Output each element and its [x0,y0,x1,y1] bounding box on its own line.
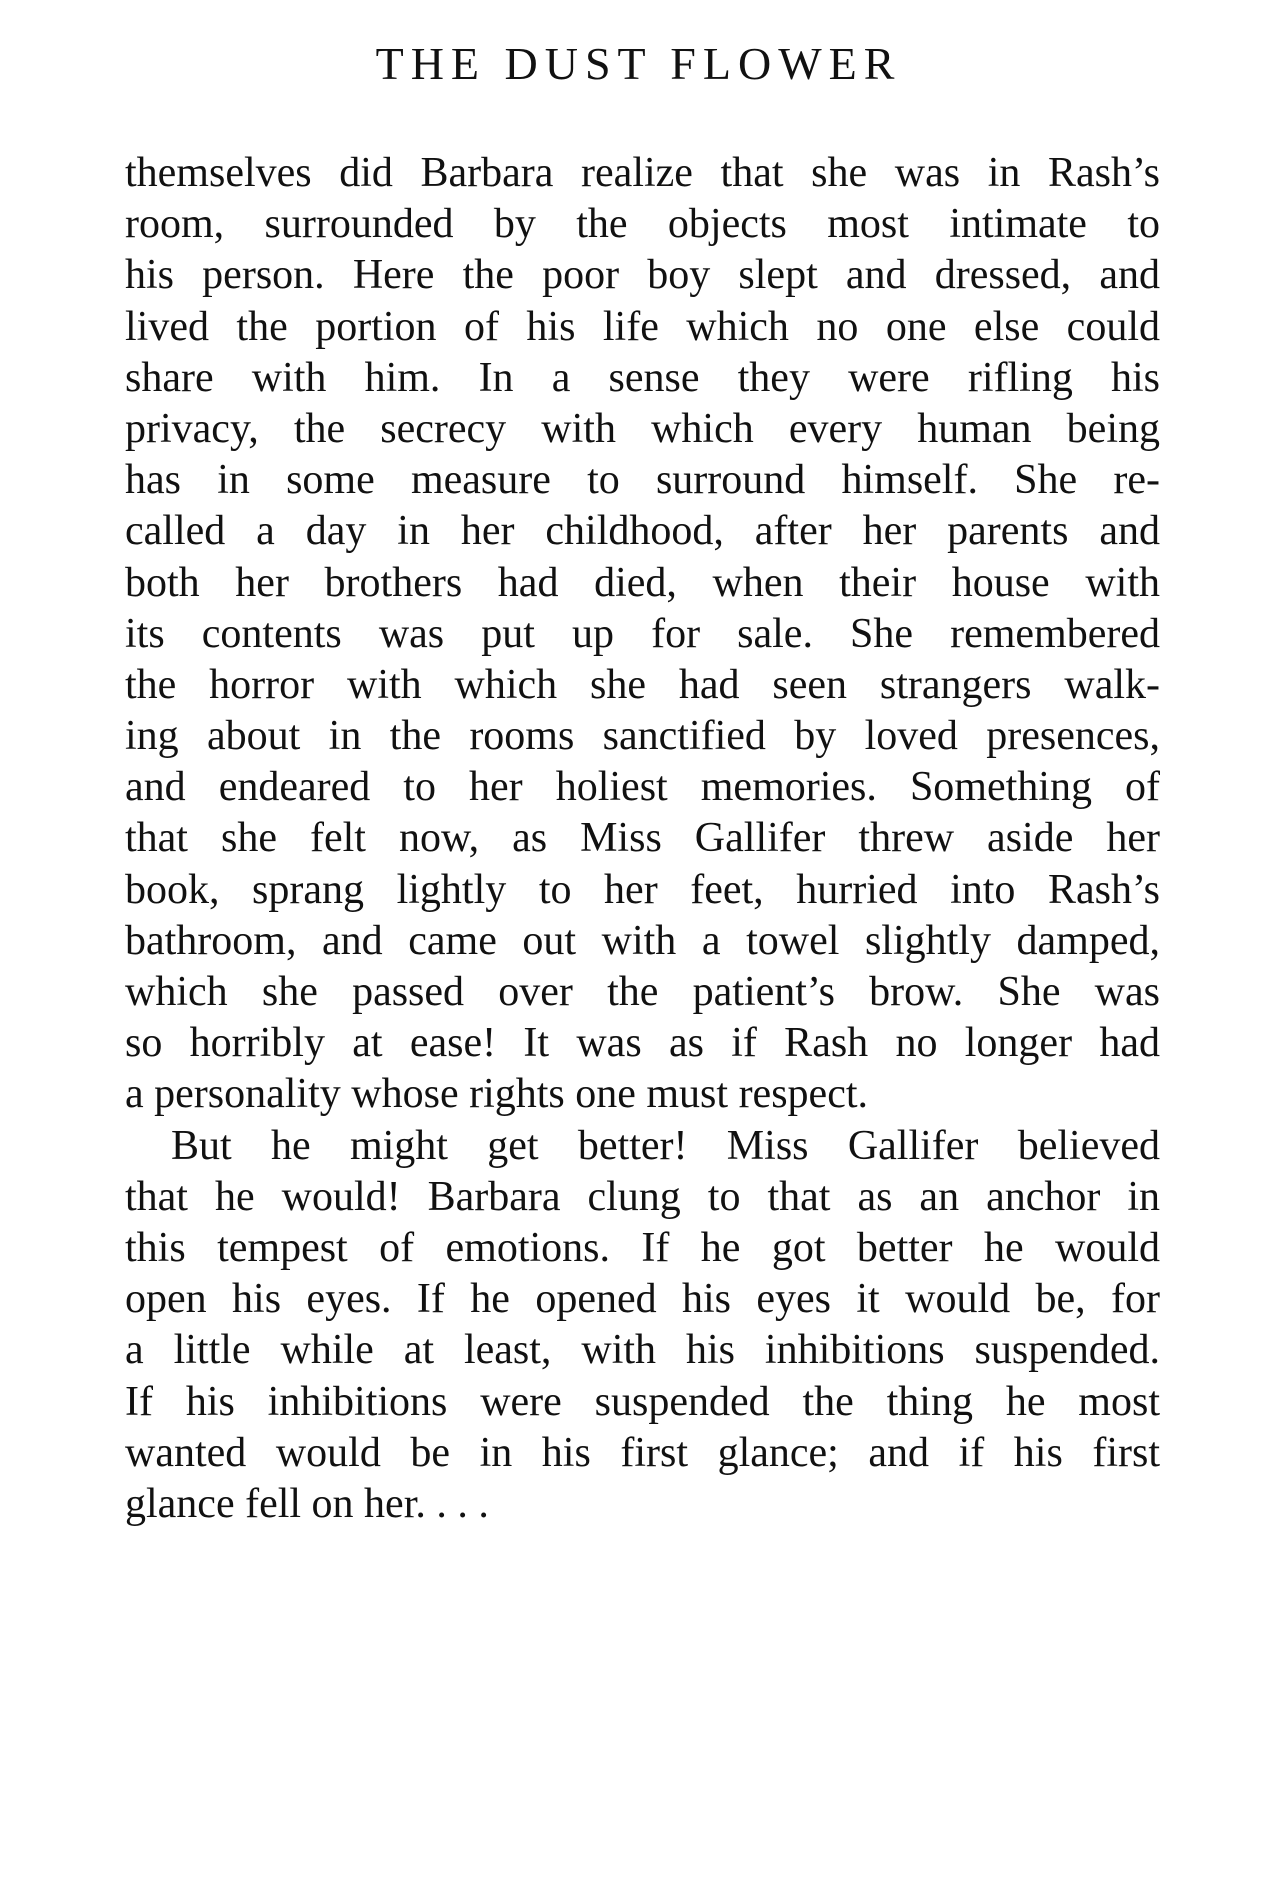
text-line: If his inhibitions were suspended the thing he most [125,1378,1160,1425]
text-line: which she passed over the patient’s brow. She was [125,969,1160,1015]
text-line: that he would! Barbara clung to that as an anchor in [125,1173,1160,1220]
text-line: and endeared to her holiest memories. Something of [125,764,1160,811]
text-line: called a day in her childhood, after her parents and [125,508,1160,555]
text-line: bathroom, and came out with a towel slightly damped, [125,917,1160,964]
text-line: that she felt now, as Miss Gallifer threw aside her [125,815,1160,862]
paragraph-1 [125,148,1160,1121]
text-line: this tempest of emotions. If he got better he would [125,1224,1160,1271]
text-line: glance fell on her. . . . [125,1480,489,1527]
running-head: THE DUST FLOWER [375,38,902,89]
text-line: book, sprang lightly to her feet, hurried into Rash’s [125,866,1160,913]
text-line: room, surrounded by the objects most intimate to [125,201,1160,248]
text-line: both her brothers had died, when their house with [125,559,1160,606]
text-line: wanted would be in his first glance; and if his first [125,1429,1160,1476]
text-line: a personality whose rights one must respect. [125,1071,868,1118]
paragraph-2 [125,1121,1160,1531]
text-line: the horror with which she had seen strangers walk- [125,661,1160,708]
body-text [125,148,1160,1530]
text-line: But he might get better! Miss Gallifer believed [171,1122,1160,1169]
text-line: a little while at least, with his inhibitions suspended. [125,1327,1160,1374]
text-line: has in some measure to surround himself. She re- [125,457,1160,504]
text-line: its contents was put up for sale. She remembered [125,610,1160,657]
text-line: ing about in the rooms sanctified by loved presences, [125,713,1160,760]
text-line: privacy, the secrecy with which every human being [125,405,1160,452]
text-line: open his eyes. If he opened his eyes it would be, for [125,1276,1160,1323]
text-line: share with him. In a sense they were rifling his [125,354,1160,401]
text-line: lived the portion of his life which no one else could [125,303,1160,350]
text-line: themselves did Barbara realize that she was in Rash’s [125,150,1160,196]
text-line: his person. Here the poor boy slept and dressed, and [125,252,1160,299]
text-line: so horribly at ease! It was as if Rash no longer had [125,1020,1160,1067]
